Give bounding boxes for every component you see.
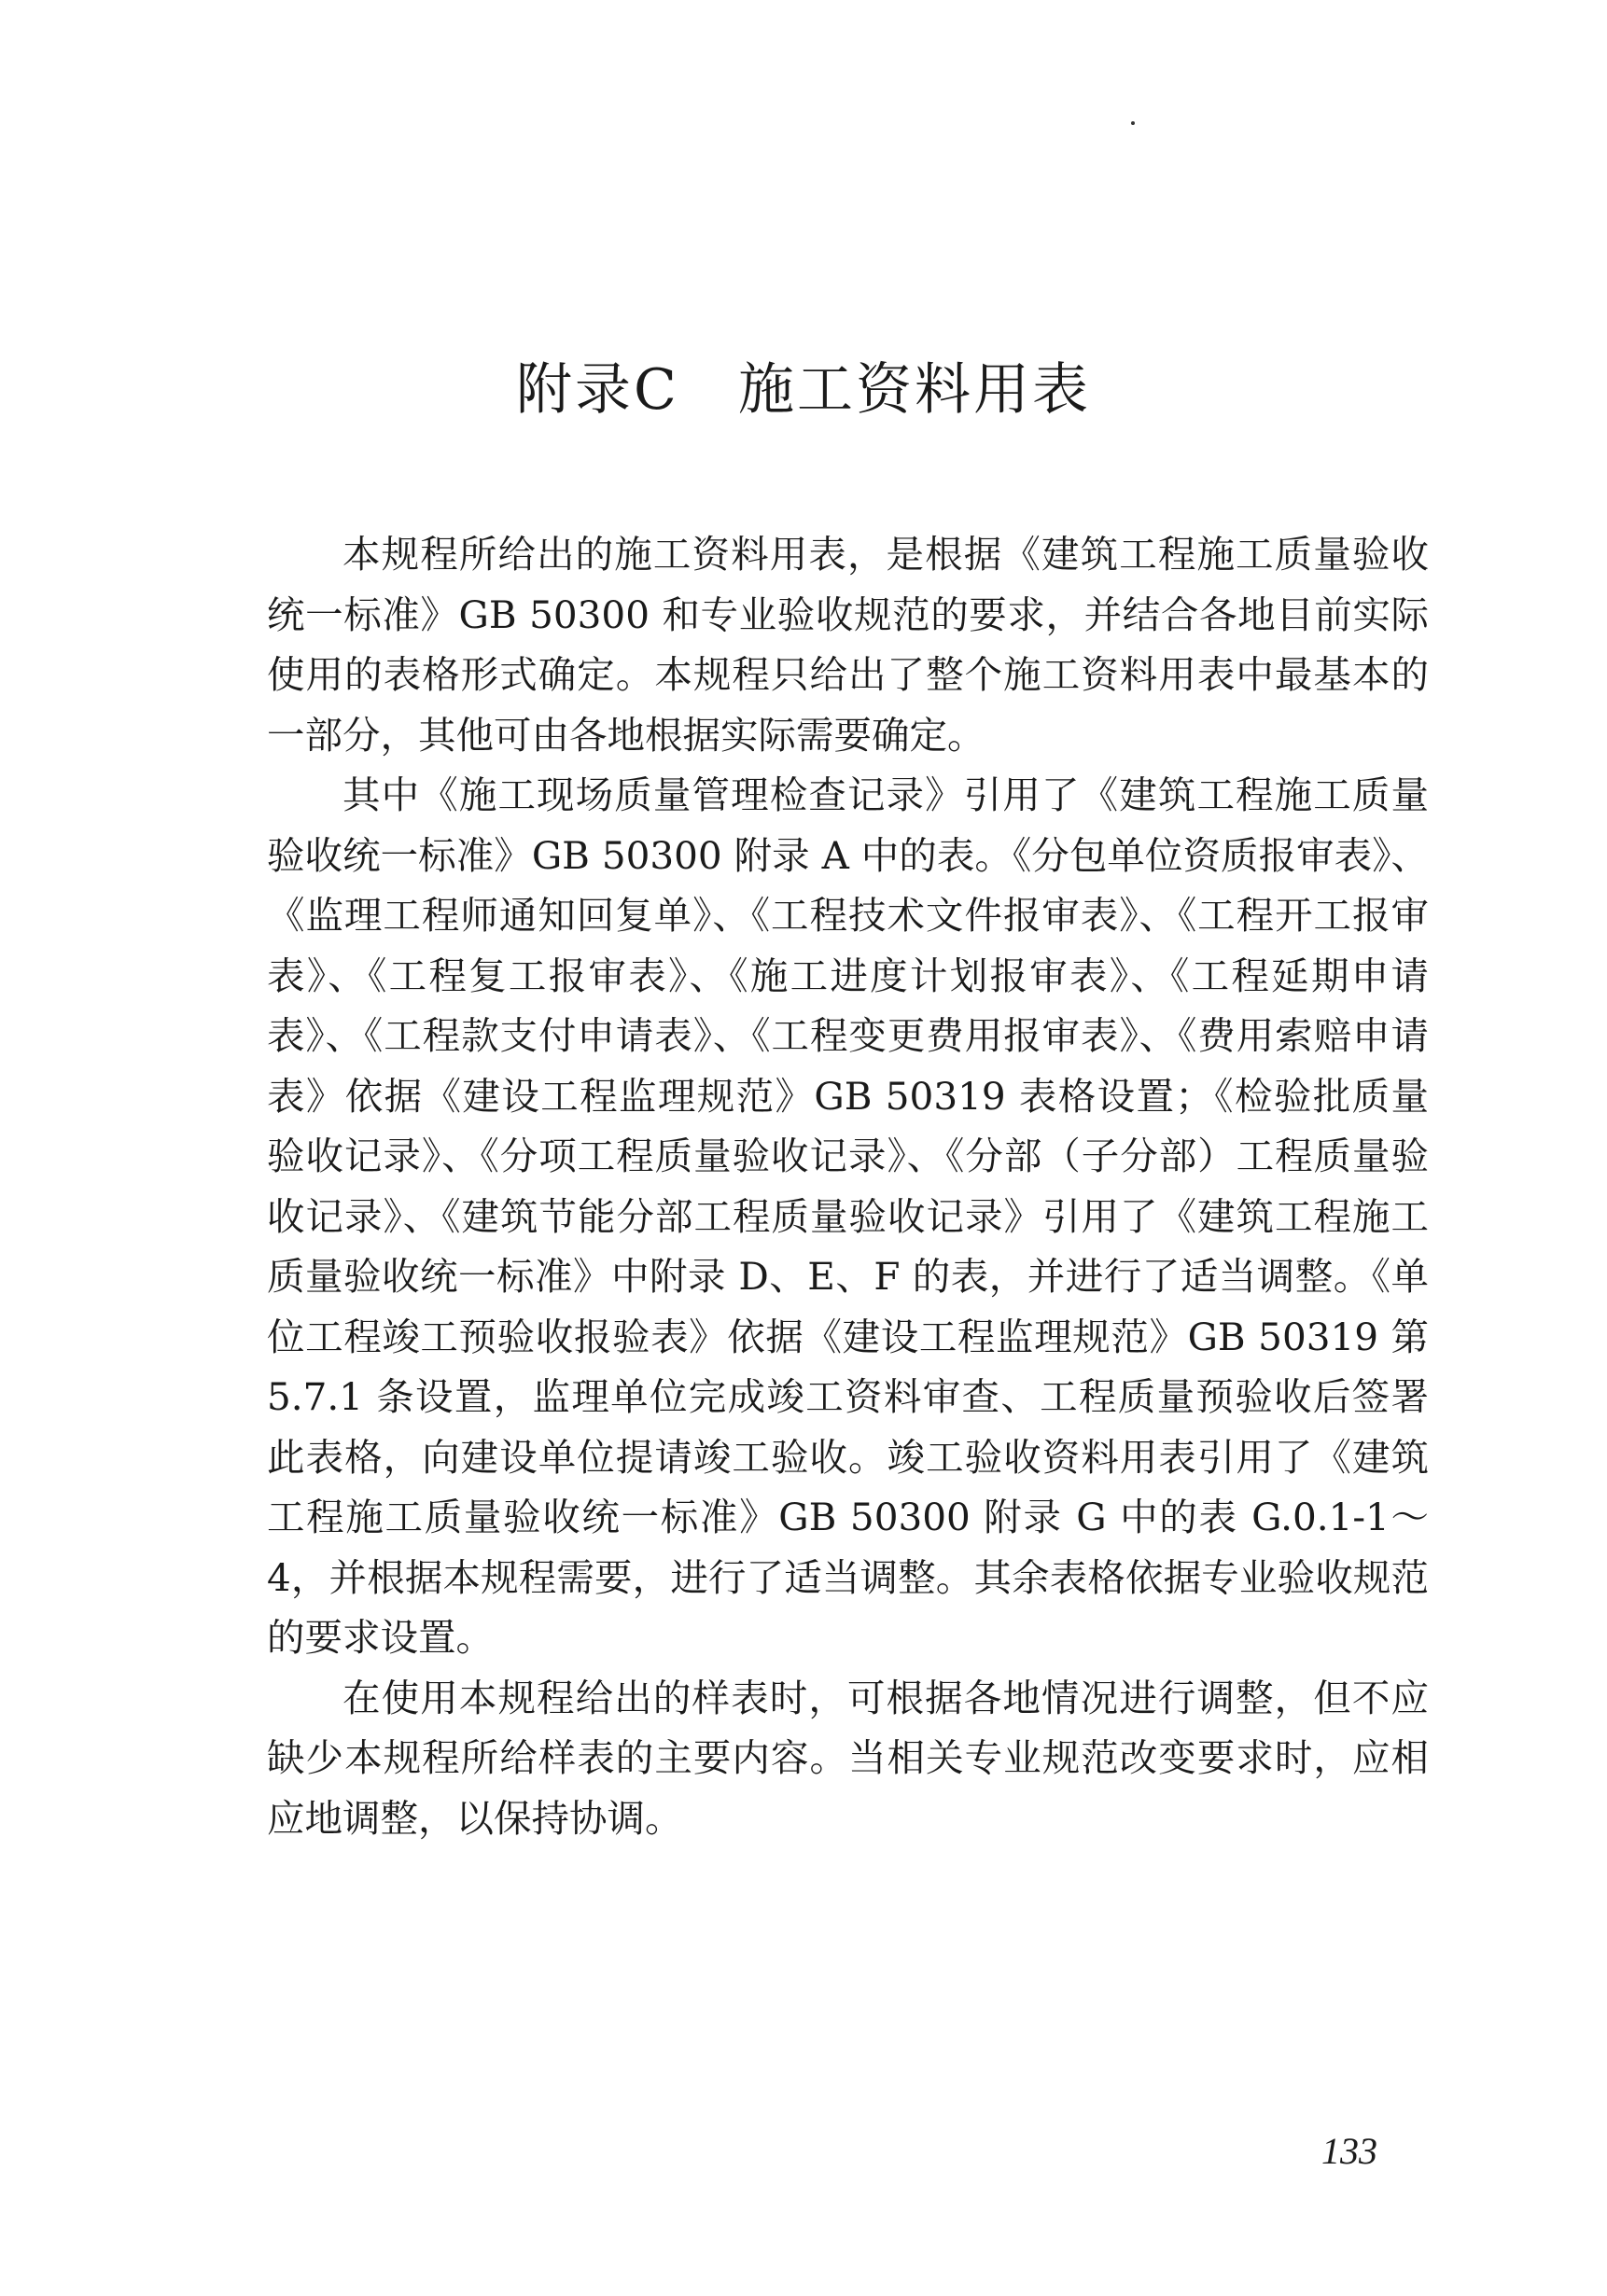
appendix-title: 附录C 施工资料用表: [516, 357, 1091, 423]
scan-speck: [1131, 121, 1135, 125]
page-number: 133: [1321, 2130, 1377, 2172]
paragraph-usage-note: 在使用本规程给出的样表时，可根据各地情况进行调整，但不应缺少本规程所给样表的主要内容。当相关专业规范改变要求时，应相应地调整，以保持协调。: [267, 1675, 1429, 1841]
body-text: [267, 524, 1429, 1848]
paragraph-table-sources: 其中《施工现场质量管理检查记录》引用了《建筑工程施工质量验收统一标准》GB 50300 附录 A 中的表。《分包单位资质报审表》、《监理工程师通知回复单》、《工程技术文件报审表》、《工程开工报审表》、《工程复工报审表》、《施工进度计划报审表》、《工程延期申请表》、《工程款支付申请表》、《工程变更费用报审表》、《费用索赔申请表》依据《建设工程监理规范》GB 50319 表格设置；《检验批质量验收记录》、《分项工程质量验收记录》、《分部（子分部）工程质量验收记录》、《建筑节能分部工程质量验收记录》引用了《建筑工程施工质量验收统一标准》中附录 D、E、F 的表，并进行了适当调整。《单位工程竣工预验收报验表》依据《建设工程监理规范》GB 50319 第 5.7.1 条设置，监理单位完成竣工资料审查、工程质量预验收后签署此表格，向建设单位提请竣工验收。竣工验收资料用表引用了《建筑工程施工质量验收统一标准》GB 50300 附录 G 中的表 G.0.1-1～4，并根据本规程需要，进行了适当调整。其余表格依据专业验收规范的要求设置。: [267, 772, 1429, 1660]
paragraph-intro: 本规程所给出的施工资料用表，是根据《建筑工程施工质量验收统一标准》GB 50300 和专业验收规范的要求，并结合各地目前实际使用的表格形式确定。本规程只给出了整个施工资料用表中最基本的一部分，其他可由各地根据实际需要确定。: [267, 532, 1429, 758]
